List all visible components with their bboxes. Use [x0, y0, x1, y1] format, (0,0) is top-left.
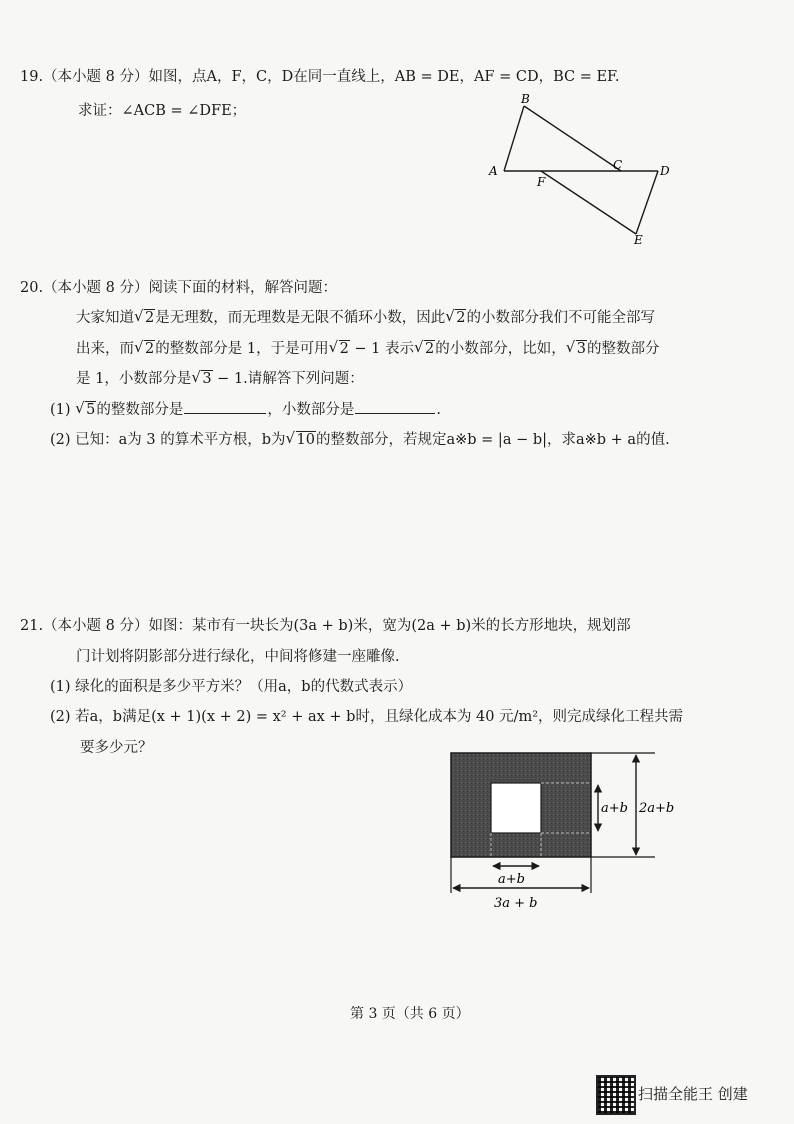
q20-sub1: (1) √ 5的整数部分是 ，小数部分是 .: [50, 399, 441, 420]
label-B: B: [521, 92, 530, 106]
q21-sub2-cont: 要多少元？: [80, 740, 153, 756]
q21-title-cont: 门计划将阴影部分进行绿化，中间将修建一座雕像.: [76, 649, 400, 665]
q19-title: 19.（本小题 8 分）如图，点A，F，C，D在同一直线上，AB = DE，AF = CD，BC = EF.: [20, 69, 620, 85]
scanner-watermark: 扫描全能王 创建: [638, 1085, 748, 1103]
q20-para-line3: 是 1，小数部分是√ 3 − 1.请解答下列问题：: [76, 369, 364, 389]
q21-sub1: (1) 绿化的面积是多少平方米？（用a，b的代数式表示）: [50, 679, 413, 695]
label-D: D: [660, 164, 670, 178]
q21-rectangle-figure: [440, 745, 675, 915]
label-A: A: [489, 164, 498, 178]
label-inner-width: a+b: [498, 872, 525, 887]
page-footer: 第 3 页（共 6 页）: [350, 1006, 470, 1022]
qr-code-icon: [596, 1075, 636, 1115]
answer-blank-integer[interactable]: [184, 399, 266, 414]
label-outer-height: 2a+b: [639, 801, 675, 816]
label-C: C: [613, 158, 623, 172]
label-F: F: [537, 175, 546, 189]
q19-prove: 求证：∠ACB = ∠DFE；: [78, 103, 247, 119]
q20-para-line1: 大家知道√ 2是无理数，而无理数是无限不循环小数，因此√ 2的小数部分我们不可能全部写: [76, 308, 655, 328]
q21-sub2: (2) 若a，b满足(x + 1)(x + 2) = x² + ax + b时，且绿化成本为 40 元/m²，则完成绿化工程共需: [50, 709, 684, 725]
label-outer-width: 3a + b: [494, 896, 538, 911]
q20-title: 20.（本小题 8 分）阅读下面的材料，解答问题：: [20, 280, 338, 296]
q20-para-line2: 出来，而√ 2的整数部分是 1，于是可用√ 2 − 1 表示√ 2的小数部分，比如，√ 3的整数部分: [76, 339, 659, 359]
q21-title: 21.（本小题 8 分）如图：某市有一块长为(3a + b)米，宽为(2a + b)米的长方形地块，规划部: [20, 618, 631, 634]
q20-sub2: (2) 已知：a为 3 的算术平方根，b为√ 10的整数部分，若规定a※b = |a − b|，求a※b + a的值.: [50, 430, 670, 450]
answer-blank-decimal[interactable]: [355, 399, 435, 414]
label-E: E: [634, 233, 643, 247]
q19-triangles-figure: [480, 90, 680, 250]
label-inner-height: a+b: [601, 801, 628, 816]
